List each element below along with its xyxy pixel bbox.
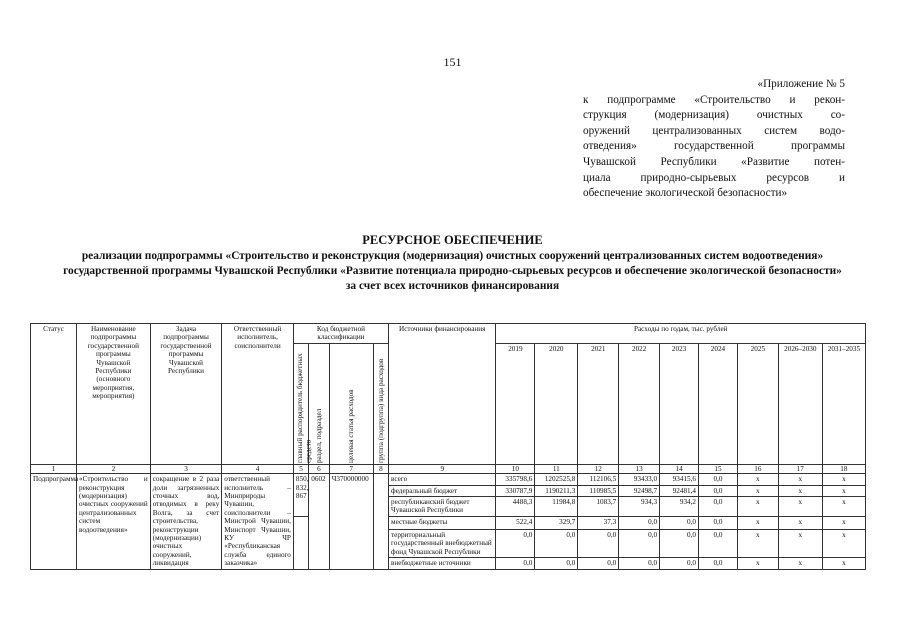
- appendix-line: циала природно-сырьевых ресурсов и: [583, 171, 845, 184]
- header-year: 2022: [619, 343, 660, 464]
- row-grbs: 850, 832, 867: [293, 474, 308, 517]
- expense-value: 0,0: [496, 558, 535, 569]
- expense-value: 93433,0: [619, 474, 660, 485]
- expense-value: x: [778, 516, 822, 529]
- expense-value: 92481,4: [660, 485, 699, 496]
- expense-value: 1083,7: [578, 497, 619, 517]
- appendix-line: обеспечение экологической безопасности»: [583, 187, 788, 200]
- row-grbs-empty: [293, 516, 308, 569]
- expense-value: 330787,9: [496, 485, 535, 496]
- resource-table: [30, 323, 866, 570]
- row-task: сокращение в 2 раза доли загрязненных сточных вод, отводимых в реку Волга, за счет строительства, реконструкции (модернизации) очистных сооружений, ликвидация: [150, 474, 222, 569]
- header-year: 2031–2035: [822, 343, 865, 464]
- expense-value: x: [778, 497, 822, 517]
- appendix-title: «Приложение № 5: [757, 78, 845, 90]
- row-name: «Строительство и реконструкция (модернизация) очистных сооружений централизованных систем водоотведения»: [77, 474, 151, 569]
- column-number: 9: [389, 464, 496, 473]
- page-number: 151: [443, 55, 462, 69]
- expense-value: 0,0: [578, 530, 619, 558]
- expense-value: x: [778, 474, 822, 485]
- expense-value: x: [737, 516, 778, 529]
- expense-value: 0,0: [578, 558, 619, 569]
- column-number: 12: [578, 464, 619, 473]
- column-number: 7: [329, 464, 373, 473]
- expense-value: 112106,5: [578, 474, 619, 485]
- table-row: [31, 474, 866, 485]
- expense-value: 934,2: [660, 497, 699, 517]
- header-target: целевая статья расходов: [329, 343, 373, 464]
- expense-value: 335798,6: [496, 474, 535, 485]
- header-responsible: Ответственный исполнитель, соисполнители: [222, 324, 294, 465]
- expense-value: 0,0: [660, 516, 699, 529]
- expense-value: 0,0: [496, 530, 535, 558]
- expense-value: x: [822, 474, 865, 485]
- expense-value: x: [778, 485, 822, 496]
- appendix-line: оружений централизованных систем водо-: [583, 124, 845, 137]
- expense-value: 0,0: [699, 497, 738, 517]
- header-year: 2021: [578, 343, 619, 464]
- expense-value: 934,3: [619, 497, 660, 517]
- row-status: Подпрограмма: [31, 474, 77, 569]
- row-section: 0602: [309, 474, 329, 569]
- expense-value: 1202525,8: [535, 474, 578, 485]
- expense-value: x: [778, 530, 822, 558]
- expense-value: 0,0: [699, 558, 738, 569]
- header-grbs: главный распорядитель бюджетных средств: [293, 343, 308, 464]
- appendix-line: отведения» государственной программы: [583, 140, 845, 153]
- header-section: раздел, подраздел: [309, 343, 329, 464]
- column-number: 6: [309, 464, 329, 473]
- header-row: [31, 324, 866, 344]
- expense-value: 93415,6: [660, 474, 699, 485]
- row-target: Ч370000000: [329, 474, 373, 569]
- document-subtitle: реализации подпрограммы «Строительство и реконструкция (модернизация) очистных сооружений централизованных систем водоотведения» государственной программы Чувашской Республики «Развитие потенциала природно-сырьевых ресурсов и обеспечение экологической безопасности» за счет всех источников финансирования: [63, 250, 842, 292]
- column-number: 8: [373, 464, 388, 473]
- expense-value: x: [822, 485, 865, 496]
- source-name: федеральный бюджет: [389, 485, 496, 496]
- header-task: Задача подпрограммы государственной программы Чувашской Республики: [150, 324, 222, 465]
- appendix-line: к подпрограмме «Строительство и рекон-: [583, 93, 845, 106]
- appendix-caption: [583, 77, 845, 202]
- header-year: 2024: [699, 343, 738, 464]
- expense-value: 0,0: [660, 530, 699, 558]
- row-responsible: ответственный исполнитель – Минприроды Чувашии, соисполнители – Минстрой Чувашии, Минспорт Чувашии, КУ ЧР «Республиканская служба единого заказчика»: [222, 474, 294, 569]
- expense-value: 0,0: [699, 485, 738, 496]
- header-year: 2020: [535, 343, 578, 464]
- source-name: внебюджетные источники: [389, 558, 496, 569]
- column-number: 11: [535, 464, 578, 473]
- expense-value: x: [737, 474, 778, 485]
- column-number: 3: [150, 464, 222, 473]
- source-name: территориальный государственный внебюджетный фонд Чувашской Республики: [389, 530, 496, 558]
- column-number: 15: [699, 464, 738, 473]
- column-number: 14: [660, 464, 699, 473]
- column-number: 4: [222, 464, 294, 473]
- appendix-line: Чувашской Республики «Развитие потен-: [583, 155, 845, 168]
- header-year: 2025: [737, 343, 778, 464]
- column-number: 10: [496, 464, 535, 473]
- expense-value: x: [737, 558, 778, 569]
- header-status: Статус: [31, 324, 77, 465]
- expense-value: 0,0: [535, 558, 578, 569]
- document-title: РЕСУРСНОЕ ОБЕСПЕЧЕНИЕ: [362, 233, 543, 247]
- column-number: 1: [31, 464, 77, 473]
- expense-value: 0,0: [699, 474, 738, 485]
- expense-value: 0,0: [619, 558, 660, 569]
- header-budget-code: Код бюджетной классификации: [293, 324, 388, 344]
- column-number: 2: [77, 464, 151, 473]
- expense-value: 92498,7: [619, 485, 660, 496]
- expense-value: 522,4: [496, 516, 535, 529]
- expense-value: x: [822, 516, 865, 529]
- expense-value: x: [737, 485, 778, 496]
- expense-value: x: [737, 497, 778, 517]
- row-group: [373, 474, 388, 569]
- expense-value: x: [822, 530, 865, 558]
- column-number: 5: [293, 464, 308, 473]
- source-name: всего: [389, 474, 496, 485]
- expense-value: 0,0: [535, 530, 578, 558]
- expense-value: 11984,8: [535, 497, 578, 517]
- header-expenses: Расходы по годам, тыс. рублей: [496, 324, 866, 344]
- expense-value: 0,0: [619, 516, 660, 529]
- source-name: местные бюджеты: [389, 516, 496, 529]
- expense-value: 0,0: [699, 530, 738, 558]
- source-name: республиканский бюджет Чувашской Республики: [389, 497, 496, 517]
- expense-value: 329,7: [535, 516, 578, 529]
- column-number: 18: [822, 464, 865, 473]
- header-sources: Источники финансирования: [389, 324, 496, 465]
- header-year: 2026–2030: [778, 343, 822, 464]
- expense-value: x: [737, 530, 778, 558]
- header-year: 2019: [496, 343, 535, 464]
- expense-value: 0,0: [660, 558, 699, 569]
- expense-value: x: [822, 497, 865, 517]
- header-group: группа (подгруппа) вида расходов: [373, 343, 388, 464]
- expense-value: 110985,5: [578, 485, 619, 496]
- appendix-line: струкция (модернизация) очистных со-: [583, 109, 845, 122]
- expense-value: 4488,3: [496, 497, 535, 517]
- column-number: 13: [619, 464, 660, 473]
- expense-value: x: [822, 558, 865, 569]
- column-number: 16: [737, 464, 778, 473]
- header-name: Наименование подпрограммы государственной программы Чувашской Республики (основного мероприятия, мероприятия): [77, 324, 151, 465]
- column-number: 17: [778, 464, 822, 473]
- expense-value: 0,0: [619, 530, 660, 558]
- expense-value: 37,3: [578, 516, 619, 529]
- expense-value: 0,0: [699, 516, 738, 529]
- expense-value: x: [778, 558, 822, 569]
- column-number-row: [31, 464, 866, 473]
- expense-value: 1190211,3: [535, 485, 578, 496]
- header-year: 2023: [660, 343, 699, 464]
